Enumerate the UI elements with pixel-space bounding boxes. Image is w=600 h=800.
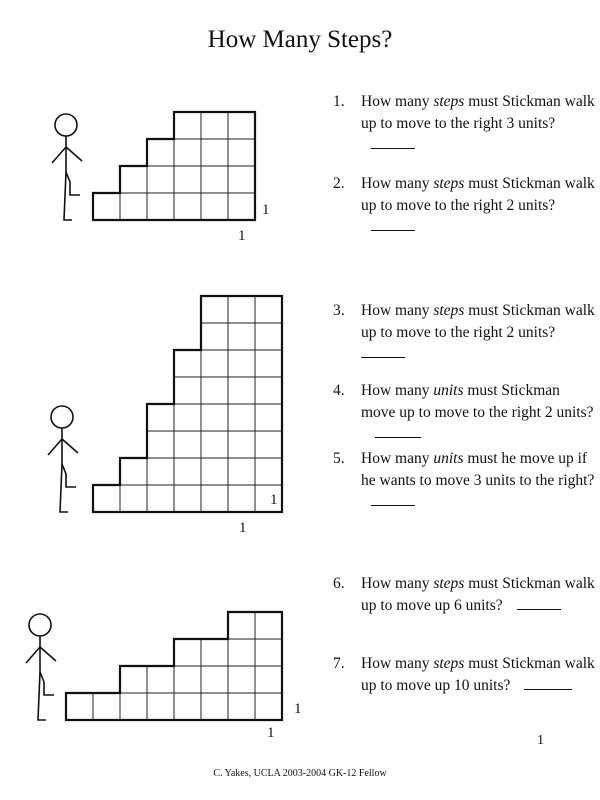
grid-cell — [255, 404, 282, 431]
grid-cell — [255, 296, 282, 323]
grid-cell — [201, 485, 228, 512]
grid-cell — [201, 458, 228, 485]
grid-cell — [255, 431, 282, 458]
grid-cell — [174, 193, 201, 220]
stickman-front-leg — [62, 464, 76, 487]
question-number: 6. — [333, 575, 345, 592]
unit-width-label: 1 — [239, 520, 247, 536]
grid-cell — [174, 112, 201, 139]
grid-cell — [228, 693, 255, 720]
grid-cell — [255, 693, 282, 720]
question-7 — [333, 653, 598, 696]
grid-cell — [147, 431, 174, 458]
grid-cell — [255, 458, 282, 485]
grid-cell — [201, 323, 228, 350]
grid-cell — [174, 458, 201, 485]
stickman-left-arm — [48, 439, 62, 455]
page-number: 1 — [537, 733, 544, 748]
stickman-left-arm — [26, 647, 40, 663]
question-number: 7. — [333, 655, 345, 672]
question-5 — [333, 448, 598, 513]
unit-height-label: 1 — [262, 202, 270, 218]
grid-cell — [228, 323, 255, 350]
grid-cell — [201, 431, 228, 458]
answer-blank[interactable] — [371, 216, 415, 231]
stickman-right-arm — [66, 147, 82, 161]
grid-cell — [228, 377, 255, 404]
question-emphasis: units — [433, 450, 464, 467]
grid-cell — [228, 112, 255, 139]
question-number: 1. — [333, 93, 345, 110]
answer-blank[interactable] — [361, 343, 405, 358]
stickman-front-leg — [66, 172, 80, 195]
question-6 — [333, 573, 598, 616]
question-emphasis: steps — [433, 575, 465, 592]
answer-blank[interactable] — [375, 423, 421, 438]
page-title: How Many Steps? — [207, 26, 393, 53]
stickman-back-leg — [60, 464, 68, 512]
stickman-right-arm — [62, 439, 78, 453]
question-text: How many steps must Stickman walk up to move to the right 2 units? — [361, 173, 598, 238]
grid-cell — [201, 377, 228, 404]
grid-cell — [201, 112, 228, 139]
question-text: How many units must he move up if he wants to move 3 units to the right? — [361, 448, 598, 513]
grid-cell — [228, 404, 255, 431]
grid-cell — [228, 485, 255, 512]
grid-cell — [147, 193, 174, 220]
grid-cell — [174, 639, 201, 666]
stickman-right-arm — [40, 647, 56, 661]
stickman-back-leg — [64, 172, 72, 220]
stickman-head — [55, 114, 77, 136]
grid-cell — [174, 404, 201, 431]
stickman-head — [51, 406, 73, 428]
footer-credit: C. Yakes, UCLA 2003-2004 GK-12 Fellow — [213, 768, 387, 779]
answer-blank[interactable] — [371, 491, 415, 506]
grid-cell — [201, 404, 228, 431]
grid-cell — [228, 431, 255, 458]
question-4 — [333, 380, 598, 445]
grid-cell — [147, 404, 174, 431]
question-emphasis: steps — [433, 655, 465, 672]
unit-height-label: 1 — [270, 492, 278, 508]
question-text: How many steps must Stickman walk up to move up 10 units? — [361, 655, 595, 694]
grid-cell — [228, 193, 255, 220]
grid-cell — [228, 666, 255, 693]
grid-cell — [120, 666, 147, 693]
grid-cell — [66, 693, 93, 720]
grid-cell — [120, 485, 147, 512]
question-number: 5. — [333, 450, 345, 467]
answer-blank[interactable] — [371, 134, 415, 149]
unit-width-label: 1 — [238, 228, 246, 244]
grid-cell — [147, 139, 174, 166]
grid-cell — [174, 431, 201, 458]
stickman-front-leg — [40, 672, 54, 695]
question-number: 4. — [333, 382, 345, 399]
grid-cell — [255, 639, 282, 666]
answer-blank[interactable] — [517, 595, 561, 610]
question-emphasis: steps — [433, 93, 465, 110]
grid-cell — [174, 139, 201, 166]
grid-cell — [201, 139, 228, 166]
grid-cell — [255, 485, 282, 512]
question-text: How many steps must Stickman walk up to move up 6 units? — [361, 575, 595, 614]
unit-width-label: 1 — [267, 725, 275, 741]
question-emphasis: steps — [433, 175, 465, 192]
grid-cell — [201, 666, 228, 693]
question-number: 2. — [333, 175, 345, 192]
grid-cell — [120, 193, 147, 220]
grid-cell — [174, 693, 201, 720]
grid-cell — [201, 296, 228, 323]
grid-cell — [255, 323, 282, 350]
question-emphasis: steps — [433, 302, 465, 319]
grid-cell — [228, 639, 255, 666]
grid-cell — [174, 666, 201, 693]
unit-height-label: 1 — [294, 701, 302, 717]
grid-cell — [201, 639, 228, 666]
grid-cell — [93, 485, 120, 512]
question-emphasis: units — [433, 382, 464, 399]
grid-cell — [201, 166, 228, 193]
grid-cell — [120, 166, 147, 193]
grid-cell — [201, 693, 228, 720]
grid-cell — [120, 458, 147, 485]
grid-cell — [147, 166, 174, 193]
grid-cell — [147, 666, 174, 693]
grid-cell — [93, 193, 120, 220]
grid-cell — [228, 139, 255, 166]
question-text: How many steps must Stickman walk up to move to the right 3 units? — [361, 91, 598, 156]
grid-cell — [147, 485, 174, 512]
grid-cell — [255, 350, 282, 377]
stickman-back-leg — [38, 672, 46, 720]
grid-cell — [147, 693, 174, 720]
grid-cell — [174, 166, 201, 193]
stickman-head — [29, 614, 51, 636]
stickman-left-arm — [52, 147, 66, 163]
question-3 — [333, 300, 598, 365]
grid-cell — [147, 458, 174, 485]
grid-cell — [228, 350, 255, 377]
question-text: How many units must Stickman move up to move to the right 2 units? — [361, 380, 598, 445]
grid-cell — [228, 166, 255, 193]
question-2 — [333, 173, 598, 238]
grid-cell — [255, 377, 282, 404]
grid-cell — [228, 296, 255, 323]
grid-cell — [201, 193, 228, 220]
grid-cell — [201, 350, 228, 377]
grid-cell — [120, 693, 147, 720]
grid-cell — [174, 485, 201, 512]
question-text: How many steps must Stickman walk up to move to the right 2 units? — [361, 300, 598, 365]
grid-cell — [228, 458, 255, 485]
answer-blank[interactable] — [524, 675, 572, 690]
grid-cell — [174, 377, 201, 404]
question-1 — [333, 91, 598, 156]
grid-cell — [228, 612, 255, 639]
question-number: 3. — [333, 302, 345, 319]
grid-cell — [93, 693, 120, 720]
grid-cell — [174, 350, 201, 377]
grid-cell — [255, 612, 282, 639]
grid-cell — [255, 666, 282, 693]
